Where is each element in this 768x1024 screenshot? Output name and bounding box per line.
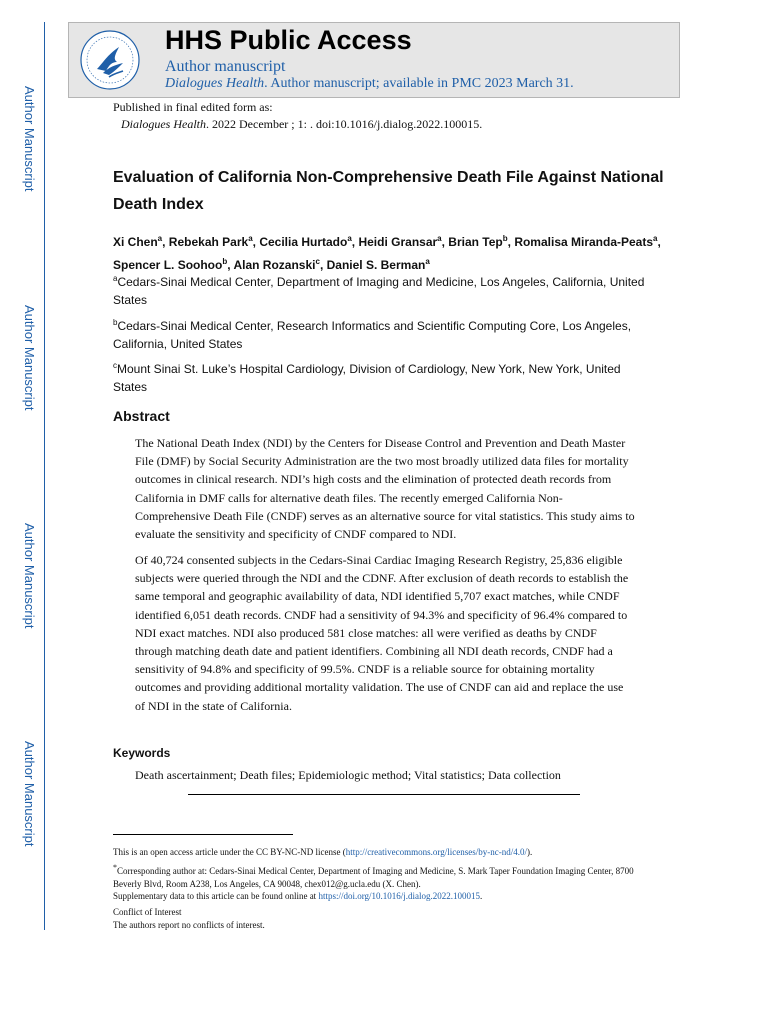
author-name: Spencer L. Soohoo <box>113 258 223 272</box>
affiliation-text: Mount Sinai St. Luke’s Hospital Cardiology, Division of Cardiology, New York, New York, United States <box>113 362 621 394</box>
author-affiliation-mark: a <box>157 234 163 243</box>
author-affiliation-mark: b <box>502 234 508 243</box>
supplementary-footnote <box>113 890 653 903</box>
author-affiliation-mark: a <box>248 234 253 243</box>
banner-subtitle: Author manuscript <box>165 58 286 75</box>
author-list: Xi Chen$^a$, Rebekah Park$^a$, Cecilia Hurtado$^a$, Heidi Gransar$^a$, Brian Tep$^b$, Romalisa Miranda-Peats$^a$, Spencer L. Soohoo$^b$, Alan Rozanski$^c$, Daniel S. Berman$^a$ <box>113 234 661 272</box>
published-intro: Published in final edited form as: <box>113 100 273 114</box>
sidebar-label: Author Manuscript <box>22 741 37 847</box>
author-affiliation-mark: b <box>222 257 228 266</box>
coi-text: The authors report no conflicts of interest. <box>113 920 265 930</box>
coi-heading: Conflict of Interest <box>113 907 182 917</box>
publication-journal: Dialogues Health <box>121 117 206 131</box>
corresponding-text: Corresponding author at: Cedars-Sinai Medical Center, Department of Imaging and Medicine, S. Mark Taper Foundation Imaging Center, 8700 Beverly Blvd, Room A238, Los Angeles, CA 90048, chex012@g.ucla.edu (X. Chen). <box>113 866 634 889</box>
keywords-heading: Keywords <box>113 746 171 760</box>
license-end: ). <box>526 847 533 857</box>
author-name: Heidi Gransar <box>358 235 438 249</box>
abstract-heading: Abstract <box>113 408 170 424</box>
author-name: Romalisa Miranda-Peats <box>514 235 654 249</box>
abstract-paragraph: Of 40,724 consented subjects in the Cedars-Sinai Cardiac Imaging Research Registry, 25,836 eligible subjects were queried through the NDI and the CDNF. After exclusion of death records to establish the same temporal and geographic availability of data, NDI identified 5,707 exact matches, while CNDF identified 6,051 death records. CNDF had a sensitivity of 94.3% and specificity of 96.4% compared to NDI exact matches. NDI also produced 581 close matches: all were verified as deaths by CNDF through matching death date and patient identifiers. Combining all NDI death records, CNDF had a sensitivity of 94.8% and specificity of 99.5%. CNDF is a reliable source for obtaining mortality outcomes and providing additional mortality validation. The use of CNDF can aid and replace the use of NDI in the state of California. <box>135 553 629 713</box>
supplementary-end: . <box>480 891 483 901</box>
corresponding-mark: * <box>113 863 117 872</box>
affiliation-mark: b <box>113 318 118 327</box>
sidebar-label: Author Manuscript <box>22 523 37 629</box>
hhs-eagle-logo-icon <box>79 29 141 91</box>
banner-journal: Dialogues Health <box>165 76 265 91</box>
corresponding-footnote <box>113 862 653 890</box>
author-name: Brian Tep <box>448 235 503 249</box>
sidebar-rule <box>44 22 45 930</box>
author-name: Daniel S. Berman <box>326 258 426 272</box>
author-name: Xi Chen <box>113 235 158 249</box>
license-footnote <box>113 846 653 859</box>
keywords-list: Death ascertainment; Death files; Epidemiologic method; Vital statistics; Data collection <box>135 768 561 782</box>
author-affiliation-mark: c <box>315 257 320 266</box>
footnote-divider <box>113 834 293 835</box>
affiliation <box>113 357 653 396</box>
affiliation-mark: c <box>113 361 117 370</box>
author-name: Rebekah Park <box>168 235 249 249</box>
banner-status-text: . Author manuscript; available in PMC 2023 March 31. <box>264 76 574 91</box>
author-name: Alan Rozanski <box>233 258 316 272</box>
article-title: Evaluation of California Non-Comprehensive Death File Against National Death Index <box>113 169 664 213</box>
license-link[interactable]: http://creativecommons.org/licenses/by-nc-nd/4.0/ <box>345 847 527 857</box>
section-divider <box>188 794 580 795</box>
author-name: Cecilia Hurtado <box>259 235 348 249</box>
affiliation-mark: a <box>113 274 118 283</box>
affiliation-text: Cedars-Sinai Medical Center, Research Informatics and Scientific Computing Core, Los Angeles, California, United States <box>113 319 632 351</box>
banner-title: HHS Public Access <box>165 25 412 55</box>
author-affiliation-mark: a <box>347 234 352 243</box>
publication-citation <box>121 117 482 132</box>
author-affiliation-mark: a <box>437 234 442 243</box>
sidebar-label: Author Manuscript <box>22 305 37 411</box>
banner-status <box>165 76 574 92</box>
affiliation-text: Cedars-Sinai Medical Center, Department of Imaging and Medicine, Los Angeles, California, United States <box>113 275 645 307</box>
supplementary-link[interactable]: https://doi.org/10.1016/j.dialog.2022.100015 <box>318 891 481 901</box>
affiliation <box>113 270 658 309</box>
publication-details: . 2022 December ; 1: . doi:10.1016/j.dialog.2022.100015. <box>206 117 483 131</box>
supplementary-text: Supplementary data to this article can be found online at <box>113 891 319 901</box>
author-affiliation-mark: a <box>653 234 658 243</box>
affiliation <box>113 314 658 353</box>
license-text: This is an open access article under the CC BY-NC-ND license ( <box>113 847 346 857</box>
sidebar-label: Author Manuscript <box>22 86 37 192</box>
author-affiliation-mark: a <box>425 257 430 266</box>
abstract-paragraph: The National Death Index (NDI) by the Centers for Disease Control and Prevention and Death Master File (DMF) by Social Security Administration are the two most broadly utilized data files for mortality outcomes in clinical research. NDI’s high costs and the elimination of protected death records from California in DMF calls for alternative death files. The recently emerged California Non-Comprehensive Death File (CNDF) serves as an alternative source for vital statistics. This study aims to evaluate the sensitivity and specificity of CNDF compared to NDI. <box>135 436 635 542</box>
hhs-banner <box>68 22 680 98</box>
